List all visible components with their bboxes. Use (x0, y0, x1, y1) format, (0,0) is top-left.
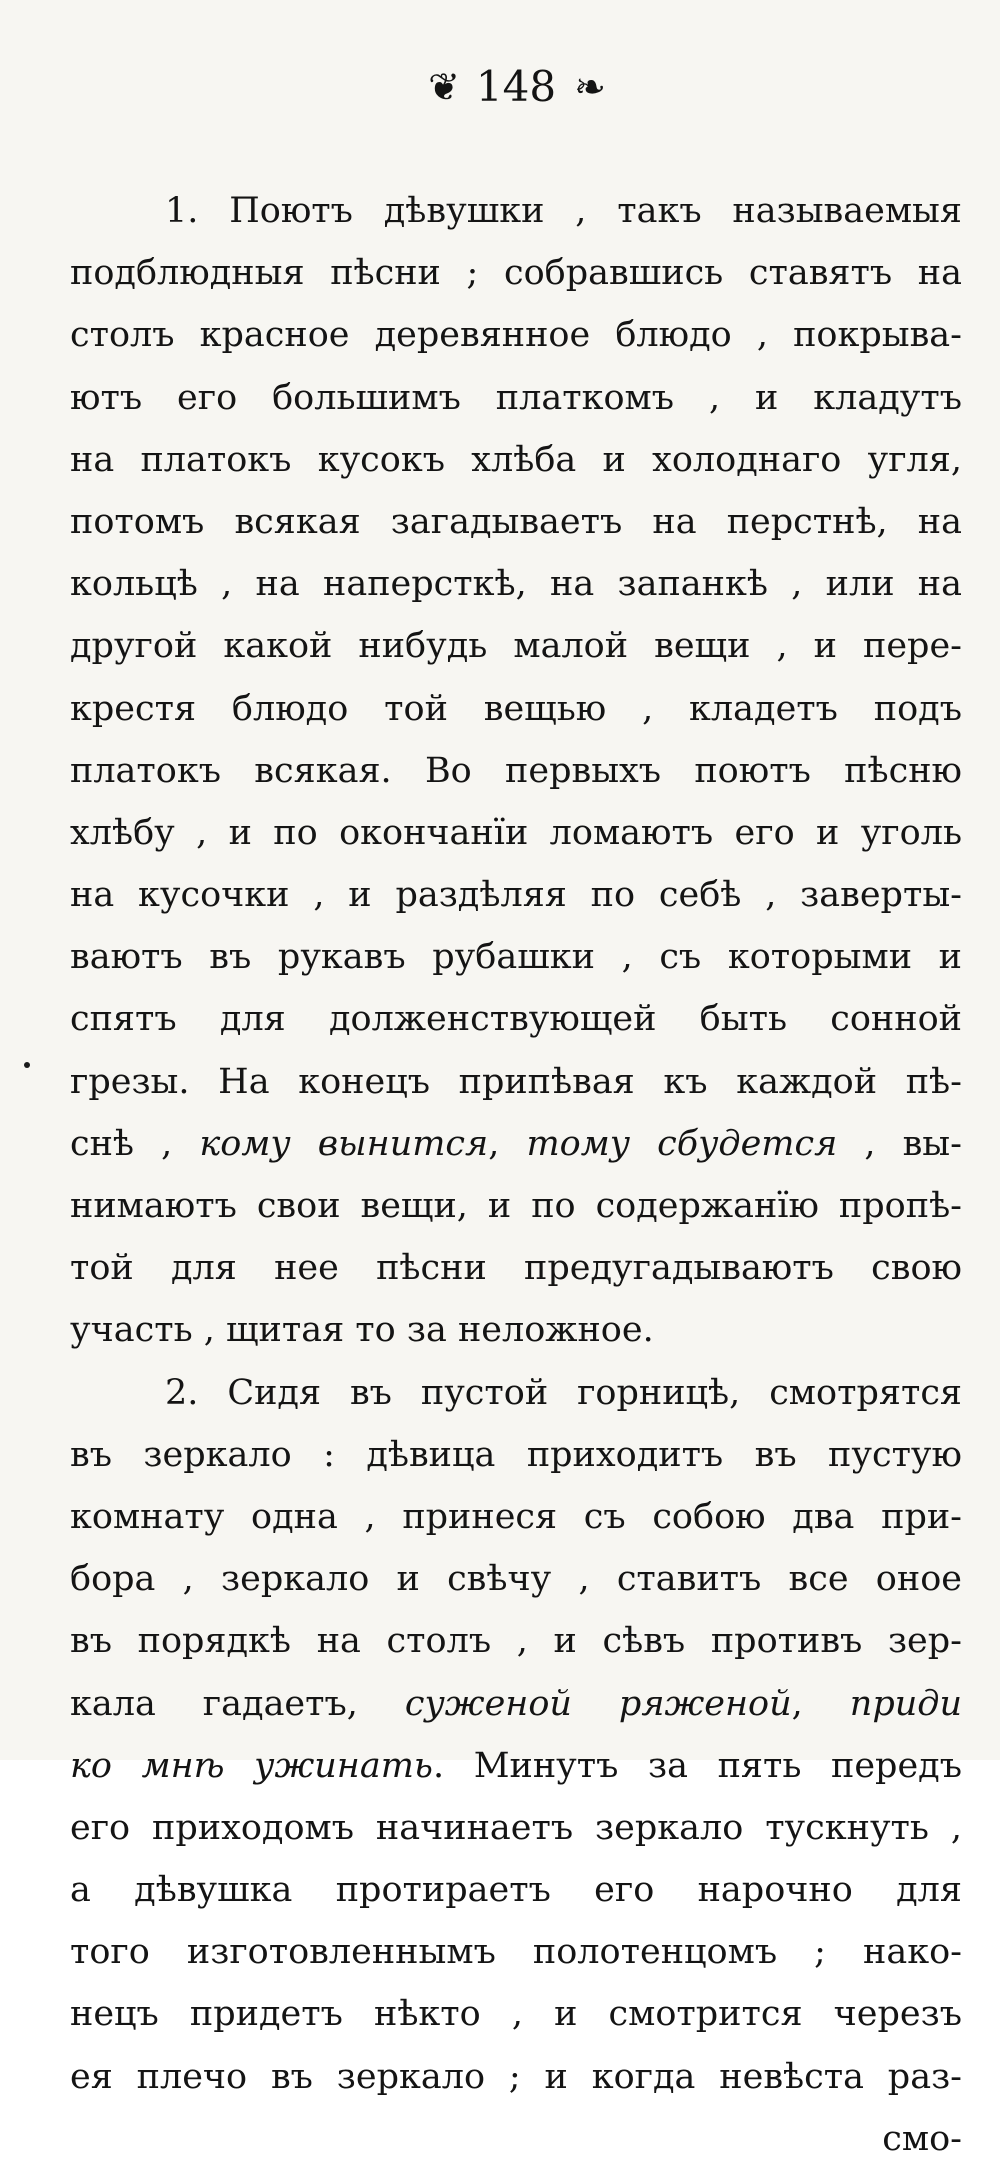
text-line-with-italics (70, 1673, 962, 1735)
text-fragment: , вы- (837, 1123, 962, 1164)
text-line-with-italics (70, 1113, 962, 1175)
text-line: въ порядкѣ на столъ , и сѣвъ противъ зер- (70, 1621, 962, 1662)
text-line: участь , щитая то за неложное. (70, 1310, 654, 1351)
italic-phrase: тому сбудется (526, 1123, 838, 1164)
text-line: той для нее пѣсни предугадываютъ свою (70, 1248, 962, 1289)
catchword: смо- (882, 2118, 962, 2159)
text-line: комнату одна , принеся съ собою два при- (70, 1496, 962, 1537)
page-number: 148 (475, 62, 557, 111)
text-line-with-italics (70, 1735, 962, 1797)
text-line: нецъ придетъ нѣкто , и смотрится черезъ (70, 1994, 962, 2035)
text-line: платокъ всякая. Во первыхъ поютъ пѣсню (70, 750, 962, 791)
left-ornament-icon: ❦ (428, 65, 458, 109)
text-line: на платокъ кусокъ хлѣба и холоднаго угля, (70, 439, 962, 480)
text-line: ваютъ въ рукавъ рубашки , съ которыми и (70, 937, 962, 978)
text-line: кольцѣ , на наперсткѣ, на запанкѣ , или на (70, 564, 962, 605)
text-line: на кусочки , и раздѣляя по себѣ , заверты- (70, 875, 962, 916)
text-line: бора , зеркало и свѣчу , ставитъ все оное (70, 1559, 962, 1600)
text-line: его приходомъ начинаетъ зеркало тускнуть , (70, 1807, 962, 1848)
text-line: грезы. На конецъ припѣвая къ каждой пѣ- (70, 1061, 962, 1102)
text-line: ея плечо въ зеркало ; и когда невѣста раз- (70, 2056, 962, 2097)
text-fragment: кала гадаетъ, (70, 1683, 405, 1724)
text-line: а дѣвушка протираетъ его нарочно для (70, 1870, 962, 1911)
right-ornament-icon: ❧ (574, 65, 604, 109)
page-text (70, 180, 962, 2170)
text-line: того изготовленнымъ полотенцомъ ; нако- (70, 1932, 962, 1973)
margin-dot (24, 1062, 30, 1068)
text-line: спятъ для долженствующей быть сонной (70, 999, 962, 1040)
text-fragment: , (791, 1683, 850, 1724)
italic-phrase: приди (849, 1683, 962, 1724)
text-line: въ зеркало : дѣвица приходитъ въ пустую (70, 1434, 962, 1475)
text-line: нимаютъ свои вещи, и по содержанїю пропѣ- (70, 1186, 962, 1226)
text-line: столъ красное деревянное блюдо , покрыва- (70, 315, 962, 356)
text-fragment: . Минутъ за пять передъ (432, 1745, 962, 1786)
italic-phrase: ко мнѣ ужинать (70, 1745, 433, 1786)
text-line: хлѣбу , и по окончанїи ломаютъ его и уголь (70, 812, 962, 853)
text-line: потомъ всякая загадываетъ на перстнѣ, на (70, 501, 962, 542)
text-fragment: , (488, 1123, 527, 1164)
text-fragment: снѣ , (70, 1123, 200, 1164)
italic-phrase: суженой ряженой (404, 1683, 792, 1724)
text-line: другой какой нибудь малой вещи , и пере- (70, 626, 962, 667)
text-line: крестя блюдо той вещью , кладетъ подъ (70, 688, 962, 729)
text-line: 1. Поютъ дѣвушки , такъ называемыя (165, 191, 962, 231)
italic-phrase: кому вынится (199, 1123, 489, 1164)
text-line: 2. Сидя въ пустой горницѣ, смотрятся (165, 1372, 962, 1413)
page-header (70, 52, 962, 122)
text-line: ютъ его большимъ платкомъ , и кладутъ (70, 377, 962, 418)
text-line: подблюдныя пѣсни ; собравшись ставятъ на (70, 253, 962, 294)
